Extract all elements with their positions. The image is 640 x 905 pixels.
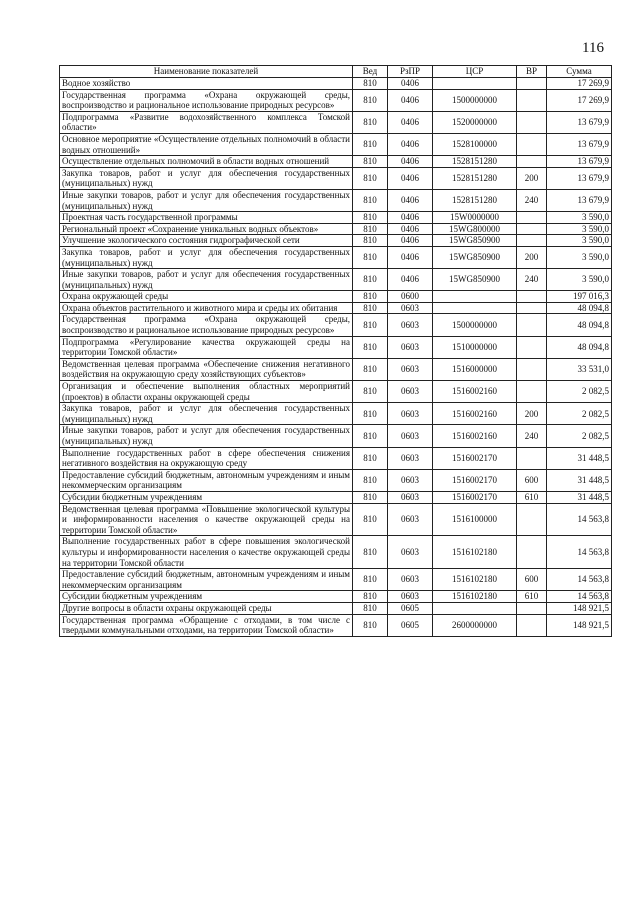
cell-csr: 1510000000 [433, 336, 517, 358]
cell-ved: 810 [353, 235, 388, 247]
cell-vr: 610 [517, 491, 547, 503]
table-row [60, 358, 612, 380]
cell-rzpr: 0603 [388, 358, 433, 380]
cell-ved: 810 [353, 89, 388, 111]
cell-name: Организация и обеспечение выполнения областных мероприятий (проектов) в области охраны окружающей среды [60, 381, 353, 403]
cell-rzpr: 0603 [388, 425, 433, 447]
cell-sum: 14 563,8 [547, 536, 612, 569]
cell-ved: 810 [353, 291, 388, 303]
cell-csr: 1528100000 [433, 133, 517, 155]
cell-csr: 1516002160 [433, 381, 517, 403]
cell-csr: 1516002170 [433, 469, 517, 491]
cell-name: Субсидии бюджетным учреждениям [60, 491, 353, 503]
cell-sum: 14 563,8 [547, 569, 612, 591]
cell-vr [517, 614, 547, 636]
cell-name: Водное хозяйство [60, 78, 353, 90]
cell-sum: 17 269,9 [547, 78, 612, 90]
cell-rzpr: 0406 [388, 189, 433, 211]
cell-sum: 31 448,5 [547, 447, 612, 469]
cell-sum: 2 082,5 [547, 403, 612, 425]
cell-sum: 2 082,5 [547, 381, 612, 403]
cell-name: Охрана объектов растительного и животного мира и среды их обитания [60, 302, 353, 314]
cell-vr: 200 [517, 246, 547, 268]
cell-name: Подпрограмма «Регулирование качества окружающей среды на территории Томской области» [60, 336, 353, 358]
cell-vr [517, 381, 547, 403]
cell-csr: 1528151280 [433, 189, 517, 211]
cell-name: Охрана окружающей среды [60, 291, 353, 303]
cell-name: Иные закупки товаров, работ и услуг для обеспечения государственных (муниципальных) нужд [60, 425, 353, 447]
cell-ved: 810 [353, 591, 388, 603]
column-header-rzpr: РзПР [388, 66, 433, 78]
cell-csr: 1516002170 [433, 447, 517, 469]
cell-rzpr: 0603 [388, 569, 433, 591]
cell-vr: 610 [517, 591, 547, 603]
cell-csr: 1520000000 [433, 111, 517, 133]
column-header-csr: ЦСР [433, 66, 517, 78]
cell-ved: 810 [353, 133, 388, 155]
cell-csr: 15WG850900 [433, 235, 517, 247]
cell-name: Ведомственная целевая программа «Обеспечение снижения негативного воздействия на окружающую среду хозяйствующих субъектов» [60, 358, 353, 380]
cell-rzpr: 0600 [388, 291, 433, 303]
cell-ved: 810 [353, 491, 388, 503]
cell-vr [517, 447, 547, 469]
cell-name: Другие вопросы в области охраны окружающей среды [60, 602, 353, 614]
table-header [60, 66, 612, 78]
cell-sum: 14 563,8 [547, 591, 612, 603]
cell-name: Иные закупки товаров, работ и услуг для обеспечения государственных (муниципальных) нужд [60, 269, 353, 291]
cell-sum: 3 590,0 [547, 223, 612, 235]
cell-rzpr: 0605 [388, 602, 433, 614]
cell-sum: 48 094,8 [547, 302, 612, 314]
cell-name: Закупка товаров, работ и услуг для обеспечения государственных (муниципальных) нужд [60, 167, 353, 189]
cell-vr [517, 89, 547, 111]
cell-name: Закупка товаров, работ и услуг для обеспечения государственных (муниципальных) нужд [60, 246, 353, 268]
cell-vr: 240 [517, 425, 547, 447]
cell-rzpr: 0406 [388, 269, 433, 291]
cell-name: Иные закупки товаров, работ и услуг для обеспечения государственных (муниципальных) нужд [60, 189, 353, 211]
table-row [60, 469, 612, 491]
cell-csr: 1516000000 [433, 358, 517, 380]
cell-ved: 810 [353, 403, 388, 425]
cell-sum: 13 679,9 [547, 167, 612, 189]
cell-vr [517, 111, 547, 133]
cell-sum: 197 016,3 [547, 291, 612, 303]
cell-name: Региональный проект «Сохранение уникальных водных объектов» [60, 223, 353, 235]
table-row [60, 569, 612, 591]
table-row [60, 167, 612, 189]
cell-vr [517, 291, 547, 303]
cell-vr [517, 314, 547, 336]
cell-name: Государственная программа «Охрана окружающей среды, воспроизводство и рациональное использование природных ресурсов» [60, 89, 353, 111]
cell-sum: 17 269,9 [547, 89, 612, 111]
cell-sum: 3 590,0 [547, 212, 612, 224]
cell-vr [517, 302, 547, 314]
cell-name: Ведомственная целевая программа «Повышение экологической культуры и информированности населения о качестве окружающей среды на территории Томской области» [60, 503, 353, 536]
cell-ved: 810 [353, 223, 388, 235]
cell-sum: 31 448,5 [547, 491, 612, 503]
cell-ved: 810 [353, 447, 388, 469]
table-row [60, 536, 612, 569]
cell-csr: 1500000000 [433, 314, 517, 336]
cell-rzpr: 0603 [388, 336, 433, 358]
cell-rzpr: 0406 [388, 223, 433, 235]
cell-rzpr: 0603 [388, 302, 433, 314]
column-header-name: Наименование показателей [60, 66, 353, 78]
cell-vr [517, 156, 547, 168]
table-row [60, 246, 612, 268]
cell-csr: 15WG850900 [433, 246, 517, 268]
cell-csr [433, 78, 517, 90]
cell-rzpr: 0406 [388, 235, 433, 247]
cell-ved: 810 [353, 503, 388, 536]
cell-vr [517, 503, 547, 536]
cell-ved: 810 [353, 189, 388, 211]
cell-ved: 810 [353, 302, 388, 314]
table-row [60, 381, 612, 403]
cell-sum: 3 590,0 [547, 246, 612, 268]
table-row [60, 447, 612, 469]
cell-csr: 1516100000 [433, 503, 517, 536]
cell-vr [517, 78, 547, 90]
table-row [60, 133, 612, 155]
table-row [60, 111, 612, 133]
cell-ved: 810 [353, 614, 388, 636]
table-row [60, 403, 612, 425]
table-row [60, 89, 612, 111]
cell-csr: 1516002160 [433, 425, 517, 447]
cell-csr: 1516102180 [433, 591, 517, 603]
cell-ved: 810 [353, 111, 388, 133]
cell-vr: 200 [517, 403, 547, 425]
table-row [60, 591, 612, 603]
table-row [60, 189, 612, 211]
cell-ved: 810 [353, 269, 388, 291]
table-row [60, 291, 612, 303]
cell-ved: 810 [353, 469, 388, 491]
cell-rzpr: 0406 [388, 246, 433, 268]
cell-ved: 810 [353, 167, 388, 189]
cell-csr: 15W0000000 [433, 212, 517, 224]
cell-rzpr: 0603 [388, 447, 433, 469]
cell-ved: 810 [353, 246, 388, 268]
cell-rzpr: 0406 [388, 111, 433, 133]
cell-ved: 810 [353, 569, 388, 591]
cell-sum: 148 921,5 [547, 614, 612, 636]
cell-ved: 810 [353, 425, 388, 447]
cell-csr: 2600000000 [433, 614, 517, 636]
cell-csr: 1528151280 [433, 167, 517, 189]
table-row [60, 269, 612, 291]
table-row [60, 614, 612, 636]
cell-sum: 2 082,5 [547, 425, 612, 447]
cell-rzpr: 0603 [388, 503, 433, 536]
cell-sum: 31 448,5 [547, 469, 612, 491]
cell-csr: 15WG850900 [433, 269, 517, 291]
cell-name: Государственная программа «Охрана окружающей среды, воспроизводство и рациональное использование природных ресурсов» [60, 314, 353, 336]
cell-vr [517, 536, 547, 569]
cell-name: Закупка товаров, работ и услуг для обеспечения государственных (муниципальных) нужд [60, 403, 353, 425]
cell-ved: 810 [353, 78, 388, 90]
table-row [60, 503, 612, 536]
cell-vr [517, 336, 547, 358]
cell-name: Предоставление субсидий бюджетным, автономным учреждениям и иным некоммерческим организациям [60, 469, 353, 491]
cell-name: Основное мероприятие «Осуществление отдельных полномочий в области водных отношений» [60, 133, 353, 155]
cell-name: Выполнение государственных работ в сфере повышения экологической культуры и информированности населения о качестве окружающей среды на территории Томской области [60, 536, 353, 569]
table-row [60, 156, 612, 168]
budget-table [59, 65, 612, 637]
cell-ved: 810 [353, 314, 388, 336]
cell-csr: 1528151280 [433, 156, 517, 168]
table-row [60, 212, 612, 224]
cell-sum: 48 094,8 [547, 314, 612, 336]
cell-sum: 13 679,9 [547, 156, 612, 168]
cell-sum: 33 531,0 [547, 358, 612, 380]
cell-csr [433, 291, 517, 303]
table-row [60, 302, 612, 314]
table-row [60, 314, 612, 336]
page-number: 116 [582, 40, 604, 56]
cell-ved: 810 [353, 602, 388, 614]
cell-sum: 13 679,9 [547, 189, 612, 211]
cell-vr: 600 [517, 569, 547, 591]
cell-name: Предоставление субсидий бюджетным, автономным учреждениям и иным некоммерческим организациям [60, 569, 353, 591]
cell-rzpr: 0603 [388, 536, 433, 569]
table-row [60, 336, 612, 358]
cell-csr: 1516002160 [433, 403, 517, 425]
cell-vr [517, 223, 547, 235]
column-header-ved: Вед [353, 66, 388, 78]
cell-sum: 148 921,5 [547, 602, 612, 614]
cell-csr: 1516002170 [433, 491, 517, 503]
cell-rzpr: 0605 [388, 614, 433, 636]
cell-vr: 600 [517, 469, 547, 491]
cell-ved: 810 [353, 358, 388, 380]
cell-rzpr: 0406 [388, 133, 433, 155]
cell-rzpr: 0603 [388, 469, 433, 491]
cell-vr [517, 358, 547, 380]
column-header-sum: Сумма [547, 66, 612, 78]
cell-vr [517, 133, 547, 155]
cell-ved: 810 [353, 212, 388, 224]
cell-vr [517, 602, 547, 614]
cell-sum: 3 590,0 [547, 235, 612, 247]
cell-sum: 3 590,0 [547, 269, 612, 291]
cell-rzpr: 0603 [388, 591, 433, 603]
cell-csr: 15WG800000 [433, 223, 517, 235]
cell-ved: 810 [353, 536, 388, 569]
cell-ved: 810 [353, 336, 388, 358]
table-row [60, 78, 612, 90]
cell-vr [517, 235, 547, 247]
cell-ved: 810 [353, 381, 388, 403]
cell-name: Субсидии бюджетным учреждениям [60, 591, 353, 603]
cell-vr: 240 [517, 189, 547, 211]
table-row [60, 235, 612, 247]
cell-ved: 810 [353, 156, 388, 168]
cell-csr [433, 302, 517, 314]
cell-vr [517, 212, 547, 224]
table-row [60, 491, 612, 503]
cell-rzpr: 0603 [388, 403, 433, 425]
cell-sum: 48 094,8 [547, 336, 612, 358]
table-row [60, 602, 612, 614]
cell-csr [433, 602, 517, 614]
cell-rzpr: 0406 [388, 156, 433, 168]
cell-name: Подпрограмма «Развитие водохозяйственного комплекса Томской области» [60, 111, 353, 133]
header-row [60, 66, 612, 78]
cell-rzpr: 0603 [388, 491, 433, 503]
cell-name: Выполнение государственных работ в сфере обеспечения снижения негативного воздействия на окружающую среду [60, 447, 353, 469]
cell-vr: 200 [517, 167, 547, 189]
table-row [60, 223, 612, 235]
cell-sum: 13 679,9 [547, 133, 612, 155]
cell-rzpr: 0406 [388, 167, 433, 189]
table-row [60, 425, 612, 447]
cell-rzpr: 0406 [388, 89, 433, 111]
cell-rzpr: 0406 [388, 78, 433, 90]
cell-rzpr: 0603 [388, 314, 433, 336]
cell-sum: 14 563,8 [547, 503, 612, 536]
cell-name: Государственная программа «Обращение с отходами, в том числе с твердыми коммунальными отходами, на территории Томской области» [60, 614, 353, 636]
cell-rzpr: 0603 [388, 381, 433, 403]
cell-csr: 1516102180 [433, 569, 517, 591]
cell-csr: 1500000000 [433, 89, 517, 111]
table-body [60, 78, 612, 637]
cell-sum: 13 679,9 [547, 111, 612, 133]
cell-name: Осуществление отдельных полномочий в области водных отношений [60, 156, 353, 168]
cell-csr: 1516102180 [433, 536, 517, 569]
cell-rzpr: 0406 [388, 212, 433, 224]
column-header-vr: ВР [517, 66, 547, 78]
cell-name: Улучшение экологического состояния гидрографической сети [60, 235, 353, 247]
cell-vr: 240 [517, 269, 547, 291]
cell-name: Проектная часть государственной программы [60, 212, 353, 224]
